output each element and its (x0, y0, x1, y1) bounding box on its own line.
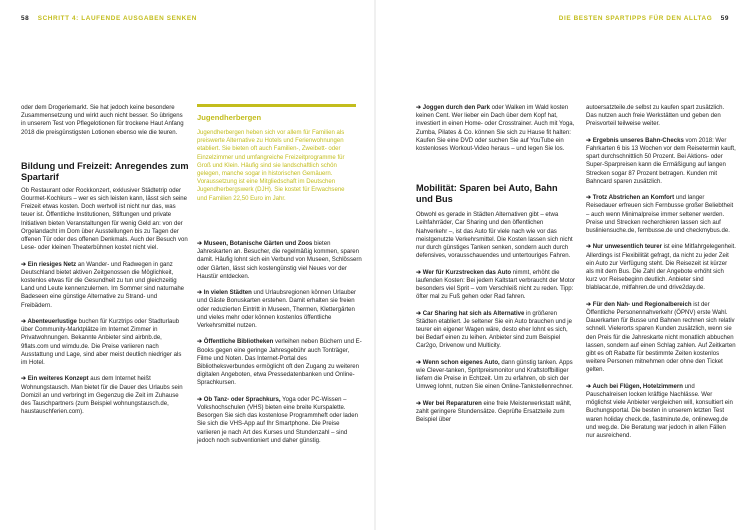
tip-paragraph (416, 359, 576, 392)
tip-bold-lead: Ein weiteres Konzept (27, 376, 89, 383)
arrow-icon: ➔ (21, 319, 28, 326)
tip-paragraph (197, 338, 362, 387)
tip-bold-lead: Für den Nah- und Regionalbereich (592, 301, 692, 308)
tip-bold-lead: Ergebnis unseres Bahn-Checks (592, 137, 684, 144)
arrow-icon: ➔ (416, 400, 423, 407)
tip-text: an Wander- und Radwegen in ganz Deutschland bietet aktiven Zeitgenossen die Möglichkeit, kostenlos etwas für die Gesundheit zu tun und gleichzeitig Land und Leute kennenzulernen. Im Sommer sind naturnahe Badeseen eine günstige Alternative zu Strand- und Freibädern. (21, 261, 185, 309)
page-spine (374, 0, 376, 530)
arrow-icon: ➔ (586, 244, 593, 251)
tip-bold-lead: Öffentliche Bibliotheken (203, 339, 274, 346)
tip-text: Yoga oder PC-Wissen – Volkshochschulen (VHS) bieten eine breite Kurspalette. Besorgen Sie sich das kostenlose Programmheft oder laden Sie sich die VHS-App auf Ihr Smartphone. Die Preise variieren je nach Art des Kurses und Stundenzahl – sind jedoch noch subventioniert und daher günstig. (197, 396, 359, 444)
tip-text: bieten Jahreskarten an. Besucher, die regelmäßig kommen, sparen damit. Häufig lohnt sich ein Verbund von Museen, Schlössern oder Gärten, lässt sich kostengünstig viel Neues vor der Haustür entdecken. (197, 241, 362, 280)
tip-paragraph (586, 301, 736, 375)
tip-paragraph (586, 243, 736, 292)
tip-text: in größeren Städten etabliert. Je seltener Sie ein Auto brauchen und je teurer ein eigener Wagen wäre, desto eher lohnt es sich, bei Bedarf einen zu leihen. Anbieter sind zum Beispiel Car2go, Drivenow und Multicity. (416, 310, 572, 350)
tip-paragraph (586, 383, 736, 440)
tip-paragraph (586, 194, 736, 235)
tip-bold-lead: Wer bei Reparaturen (422, 400, 482, 407)
tip-bold-lead: Abenteuerlustige (27, 319, 77, 326)
tip-text: und Pauschalreisen locken kräftige Nachlässe. Wer möglichst viele Anbieter vergleichen will, konsultiert ein Buchungsportal. Die besten in unserem letzten Test waren holiday check.de, fastminute.de, onlineweg.de und weg.de. Die Beratung war jedoch in allen Fällen nur ausreichend. (586, 383, 733, 440)
arrow-icon: ➔ (197, 396, 204, 403)
column-2 (197, 240, 362, 445)
tip-bold-lead: Nur unwesentlich teurer (592, 244, 662, 251)
tip-bold-lead: Car Sharing hat sich als Alternative (422, 310, 525, 317)
arrow-icon: ➔ (416, 310, 423, 317)
tip-text: buchen für Kurztrips oder Stadturlaub über Community-Marktplätze im Internet Zimmer in Privatwohnungen. Bekannte Anbieter sind airbnb.de, 9flats.com und wimdu.de. Die Preise variieren nach Ausstattung und Lage, sind aber meist deutlich niedriger als im Hotel. (21, 319, 182, 367)
section-heading: Bildung und Freizeit: Anregendes zum Spartarif (21, 160, 189, 182)
arrow-icon: ➔ (416, 269, 423, 276)
box-rule (197, 104, 356, 107)
tip-text: ist der Öffentliche Personennahverkehr (ÖPNV) erste Wahl. Dauerkarten für Busse und Bahnen rechnen sich relativ schnell. Vielerorts sparen Kunden zusätzlich, wenn sie den Preis für die Jahreskarte nicht monatlich abbuchen lassen, sondern auf einen Schlag zahlen. Auf Zeitkarten gibt es oft Rabatte für bestimmte Zeiten kostenlos weitere Personen mitnehmen oder ohne den Ticket gelten. (586, 301, 736, 374)
paragraph: autoersatzteile.de selbst zu kaufen spart zusätzlich. Das nutzen auch freie Werkstätten und geben den Preisvorteil teilweise weiter. (586, 105, 725, 128)
tip-text: oder Walken im Wald kosten keinen Cent. Wer lieber ein Dach über dem Kopf hat, investiert in einen Home- oder Crosstrainer. Auch mit Yoga, Zumba, Pilates & Co. können Sie sich zu Hause fit halten: Kaufen Sie eine DVD oder suchen Sie auf YouTube ein kostenloses Workout-Video heraus – und legen Sie los. (416, 105, 575, 153)
arrow-icon: ➔ (21, 261, 28, 268)
left-section-title: SCHRITT 4: LAUFENDE AUSGABEN SENKEN (37, 15, 197, 22)
arrow-icon: ➔ (586, 301, 593, 308)
tip-bold-lead: Wer für Kurzstrecken das Auto (422, 269, 512, 276)
tip-paragraph (197, 240, 362, 281)
arrow-icon: ➔ (586, 195, 593, 202)
tip-paragraph (416, 310, 576, 351)
paragraph: oder dem Drogeriemarkt. Sie hat jedoch keine besondere Zusammensetzung und wirkt auch nicht besser. So übrigens in unserem Test von Pflegelotionen für trockene Haut Anfang 2018 die preisgünstigsten Lotionen ebenso wie die teuren. (21, 105, 184, 136)
tip-text: aus dem Internet heißt Wohnungstausch. Man bietet für die Dauer des Urlaubs sein Domizil an und verbringt im Gegenzug die Zeit im Zuhause des Tauschpartners (zum Beispiel wohnungstausch.de, haustauschferien.com). (21, 376, 183, 416)
tip-paragraph (21, 375, 189, 416)
tip-paragraph (197, 289, 362, 330)
arrow-icon: ➔ (586, 383, 593, 390)
tip-paragraph (416, 400, 576, 425)
tip-paragraph (586, 137, 736, 186)
paragraph: Ob Restaurant oder Rockkonzert, exklusiver Städtetrip oder Gourmet-Kochkurs – wer es sich leisten kann, lässt sich seine Freizeit etwas kosten. Doch wertvoll ist nicht nur das, was teuer ist. Öffentliche Institutionen, Stiftungen und private Initiativen bieten Veranstaltungen für wenig Geld an: von der Orgelandacht im Dom über Ausstellungen bis zu Tagen der offenen Tür oder des offenen Denkmals. Auch der Besuch von Lese- oder kleinen Theaterbühnen kostet nicht viel. (21, 187, 188, 252)
column-3 (416, 104, 576, 424)
box-text: Jugendherbergen heben sich vor allem für Familien als preiswerte Alternative zu Hotels und Ferienwohnungen etabliert. Sie bieten oft auch Familien-, Zweibett- oder Einzelzimmer und umfangreiche Freizeitprogramme für Groß und Klein. Häufig sind sie landschaftlich schön gelegen, manche sogar in historischen Gemäuern. Voraussetzung ist eine Mitgliedschaft im Deutschen Jugendherbergswerk (DJH). Sie kostet für Erwachsene und Familien 22,50 Euro im Jahr. (197, 130, 345, 202)
arrow-icon: ➔ (197, 290, 204, 297)
tip-text: ist eine Mitfahrgelegenheit. Allerdings ist Flexibilität gefragt, da nicht zu jeder Zeit ein Auto zur Verfügung steht. Die Reisezeit ist kürzer als mit dem Bus. Die Zahl der Angebote erhöht sich kurz vor Reisebeginn deutlich. Anbieter sind blablacar.de, mitfahren.de und drive2day.de. (586, 244, 736, 292)
tip-bold-lead: In vielen Städten (203, 290, 252, 297)
arrow-icon: ➔ (586, 137, 593, 144)
column-4 (586, 104, 736, 440)
tip-paragraph (21, 318, 189, 367)
tip-text: und Urlaubsregionen können Urlauber und Gäste Bonuskarten erstehen. Damit erhalten sie freien oder reduzierten Eintritt in Museen, Thermen, Klettergärten und vieles mehr oder können kostenlos öffentliche Verkehrsmittel nutzen. (197, 290, 357, 330)
tip-text: vom 2018: Wer Fahrkarten 6 bis 13 Wochen vor dem Reisetermin kauft, spart durchschnittlich 50 Prozent. Bei Aktions- oder Super-Sparpreisen kann die Ermäßigung auf langen Strecken sogar 87 Prozent betragen. Kunden mit Bahncard sparen zusätzlich. (586, 137, 736, 185)
tip-bold-lead: Trotz Abstrichen an Komfort (592, 195, 675, 202)
tip-paragraph (197, 396, 362, 445)
tip-text: dann günstig tanken. Apps wie Clever-tanken, Spritpreismonitor und Kraftstoffbilliger liefern die Preise in Echtzeit. Um zu erfahren, ob sich der Umweg lohnt, nutzen Sie einen Online-Tankstellenrechner. (416, 359, 573, 391)
arrow-icon: ➔ (416, 359, 423, 366)
tip-paragraph (21, 261, 189, 310)
tip-text: und langer Reisedauer erfreuen sich Fernbusse großer Beliebtheit – auch wenn Minimalpreise immer seltener werden. Preise und Strecken recherchieren lassen sich auf busliniensuche.de, fernbusse.de und checkmybus.de. (586, 195, 734, 235)
column-1 (21, 104, 189, 416)
right-page-header (559, 15, 729, 22)
box-title: Jugendherbergen (197, 113, 262, 122)
tip-paragraph (416, 104, 576, 153)
right-section-title: DIE BESTEN SPARTIPPS FÜR DEN ALLTAG (558, 15, 713, 22)
left-page-header (21, 15, 197, 22)
tip-text: verleihen neben Büchern und E-Books gegen eine geringe Jahresgebühr auch Tonträger, Filme und Noten. Das Internet-Portal des Bibliotheksverbundes ermöglicht oft den Zugang zu weiteren digitalen Angeboten, etwa Pressedatenbanken und Online-Sprachkursen. (197, 339, 362, 387)
paragraph: Obwohl es gerade in Städten Alternativen gibt – etwa Leihfahrräder, Car Sharing und den öffentlichen Nahverkehr –, ist das Auto für viele nach wie vor das meistgenutzte Verkehrsmittel. Die Kosten lassen sich nicht nur durch günstiges Tanken senken, sondern auch durch defensives, vorausschauendes und untertouriges Fahren. (416, 212, 573, 260)
arrow-icon: ➔ (197, 339, 204, 346)
tip-bold-lead: Auch bei Flügen, Hotelzimmern (592, 383, 683, 390)
arrow-icon: ➔ (416, 105, 423, 111)
info-box-jugendherbergen (197, 104, 356, 203)
arrow-icon: ➔ (197, 241, 204, 247)
tip-bold-lead: Ein riesiges Netz (27, 261, 77, 268)
right-page-number: 59 (720, 15, 729, 22)
arrow-icon: ➔ (21, 376, 28, 383)
section-heading: Mobilität: Sparen bei Auto, Bahn und Bus (416, 183, 558, 205)
tip-bold-lead: Joggen durch den Park (422, 105, 490, 111)
tip-bold-lead: Wenn schon eigenes Auto, (422, 359, 500, 366)
tip-text: nimmt, erhöht die laufenden Kosten: Bei jedem Kaltstart verbraucht der Motor besonders viel Sprit – vom Verschleiß nicht zu reden. Tipp: öfter mal zu Fuß gehen oder Rad fahren. (416, 269, 575, 301)
tip-text: eine freie Meisterwerkstatt wählt, zahlt geringere Stundensätze. Geprüfte Ersatzteile zum Beispiel über (416, 400, 572, 424)
tip-bold-lead: Ob Tanz- oder Sprachkurs, (203, 396, 281, 403)
tip-paragraph (416, 269, 576, 302)
left-page-number: 58 (21, 15, 30, 22)
tip-bold-lead: Museen, Botanische Gärten und Zoos (203, 241, 313, 247)
